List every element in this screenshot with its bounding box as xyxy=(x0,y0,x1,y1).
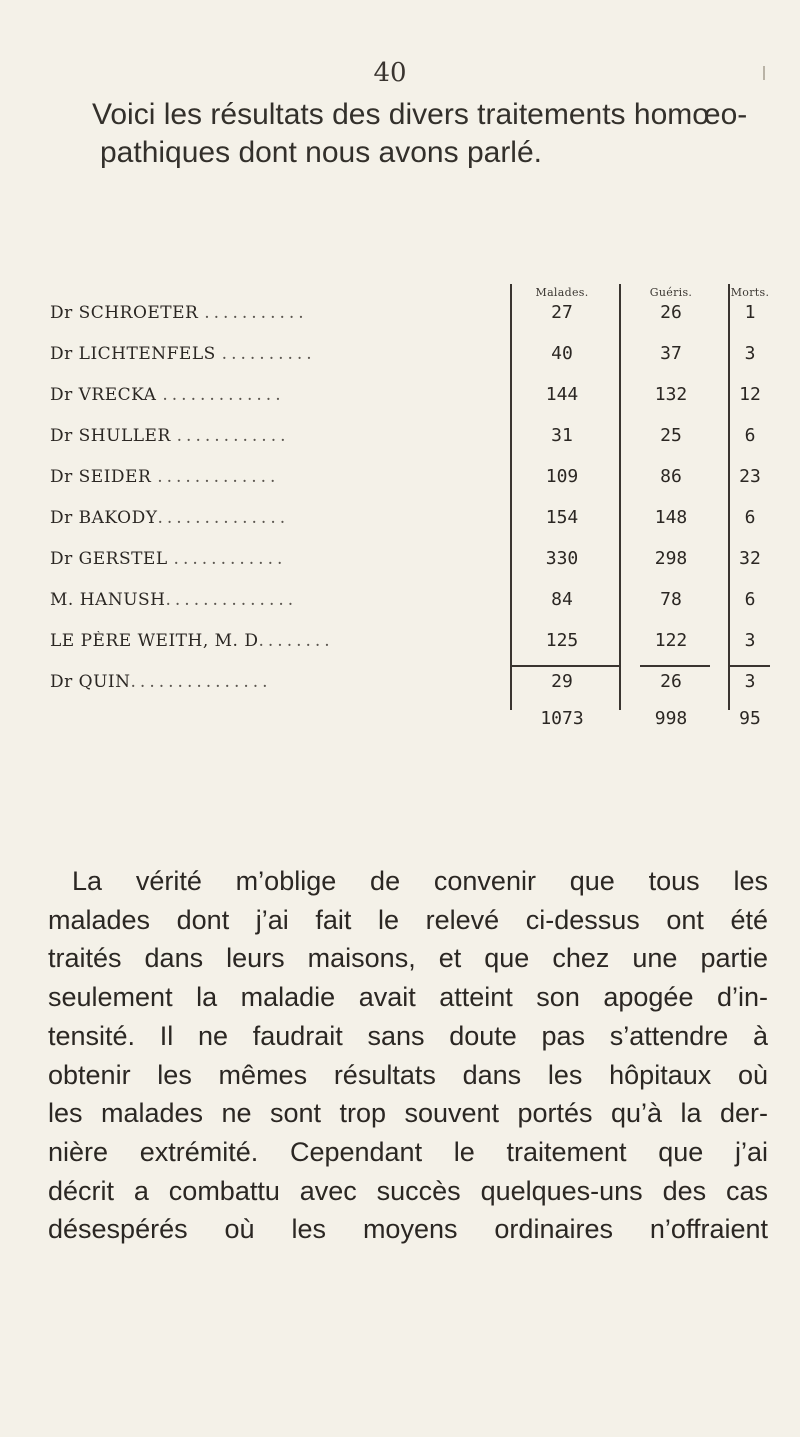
total-rule-gueris xyxy=(640,665,710,667)
body-line: désespérés où les moyens ordinaires n’offraient xyxy=(48,1214,768,1245)
column-rule-3 xyxy=(728,284,730,710)
body-paragraph xyxy=(48,862,768,1249)
intro-line-2: pathiques dont nous avons parlé. xyxy=(100,136,542,169)
total-morts: 95 xyxy=(739,708,761,729)
malades-value: 31 xyxy=(551,425,573,446)
malades-value: 27 xyxy=(551,302,573,323)
morts-value: 6 xyxy=(744,507,756,528)
top-edge-mark xyxy=(763,66,765,80)
doctor-name: Dr GERSTEL ............ xyxy=(50,549,287,569)
morts-value: 12 xyxy=(739,384,761,405)
doctor-name: Dr VRECKA ............. xyxy=(50,385,285,405)
gueris-value: 25 xyxy=(660,425,682,446)
total-rule-morts xyxy=(730,665,770,667)
gueris-value: 26 xyxy=(660,671,682,692)
malades-value: 84 xyxy=(551,589,573,610)
table-row xyxy=(50,333,770,374)
morts-value: 1 xyxy=(744,302,756,323)
table-row xyxy=(50,292,770,333)
column-rule-1 xyxy=(510,284,512,710)
header-malades: Malades. xyxy=(535,286,589,299)
page-number: 40 xyxy=(373,58,407,88)
table-row xyxy=(50,415,770,456)
malades-value: 109 xyxy=(545,466,579,487)
body-line: malades dont j’ai fait le relevé ci-dessus ont été xyxy=(48,904,768,935)
intro-line-1: Voici les résultats des divers traitements homœo- xyxy=(92,98,748,131)
morts-value: 32 xyxy=(739,548,761,569)
table-row xyxy=(50,374,770,415)
malades-value: 125 xyxy=(545,630,579,651)
doctor-name: Dr SHULLER ............ xyxy=(50,426,290,446)
morts-value: 6 xyxy=(744,589,756,610)
total-row xyxy=(50,702,770,743)
body-line: les malades ne sont trop souvent portés qu’à la der- xyxy=(48,1098,768,1129)
table-row xyxy=(50,620,770,661)
body-line: traités dans leurs maisons, et que chez une partie xyxy=(48,943,768,974)
header-morts: Morts. xyxy=(730,286,770,299)
morts-value: 3 xyxy=(744,630,756,651)
gueris-value: 26 xyxy=(660,302,682,323)
doctor-name: Dr SEIDER ............. xyxy=(50,467,280,487)
body-line: nière extrémité. Cependant le traitement que j’ai xyxy=(48,1136,768,1167)
morts-value: 3 xyxy=(744,671,756,692)
column-rule-2 xyxy=(619,284,621,710)
table-row xyxy=(50,456,770,497)
doctor-name: M. HANUSH.............. xyxy=(50,590,298,610)
table-row xyxy=(50,579,770,620)
body-line: La vérité m’oblige de convenir que tous les xyxy=(72,866,768,896)
gueris-value: 86 xyxy=(660,466,682,487)
malades-value: 154 xyxy=(545,507,579,528)
morts-value: 6 xyxy=(744,425,756,446)
total-malades: 1073 xyxy=(540,708,584,729)
malades-value: 29 xyxy=(551,671,573,692)
body-line: seulement la maladie avait atteint son apogée d’in- xyxy=(48,982,768,1013)
morts-value: 23 xyxy=(739,466,761,487)
table-row xyxy=(50,538,770,579)
malades-value: 144 xyxy=(545,384,579,405)
morts-value: 3 xyxy=(744,343,756,364)
body-line: décrit a combattu avec succès quelques-uns des cas xyxy=(48,1175,768,1206)
doctor-name: Dr SCHROETER ........... xyxy=(50,303,308,323)
body-line: tensité. Il ne faudrait sans doute pas s’attendre à xyxy=(48,1020,768,1051)
doctor-name: Dr LICHTENFELS .......... xyxy=(50,344,316,364)
total-rule-malades xyxy=(512,665,619,667)
results-table xyxy=(50,282,770,743)
table-row xyxy=(50,497,770,538)
gueris-value: 37 xyxy=(660,343,682,364)
doctor-name: Dr QUIN............... xyxy=(50,672,272,692)
table-row xyxy=(50,661,770,702)
gueris-value: 122 xyxy=(654,630,688,651)
gueris-value: 78 xyxy=(660,589,682,610)
total-gueris: 998 xyxy=(654,708,688,729)
gueris-value: 298 xyxy=(654,548,688,569)
header-gueris: Guéris. xyxy=(649,286,693,299)
gueris-value: 132 xyxy=(654,384,688,405)
malades-value: 40 xyxy=(551,343,573,364)
body-line: obtenir les mêmes résultats dans les hôpitaux où xyxy=(48,1059,768,1090)
intro-paragraph xyxy=(92,96,772,172)
doctor-name: LE PÈRE WEITH, M. D........ xyxy=(50,631,334,651)
gueris-value: 148 xyxy=(654,507,688,528)
doctor-name: Dr BAKODY.............. xyxy=(50,508,290,528)
malades-value: 330 xyxy=(545,548,579,569)
